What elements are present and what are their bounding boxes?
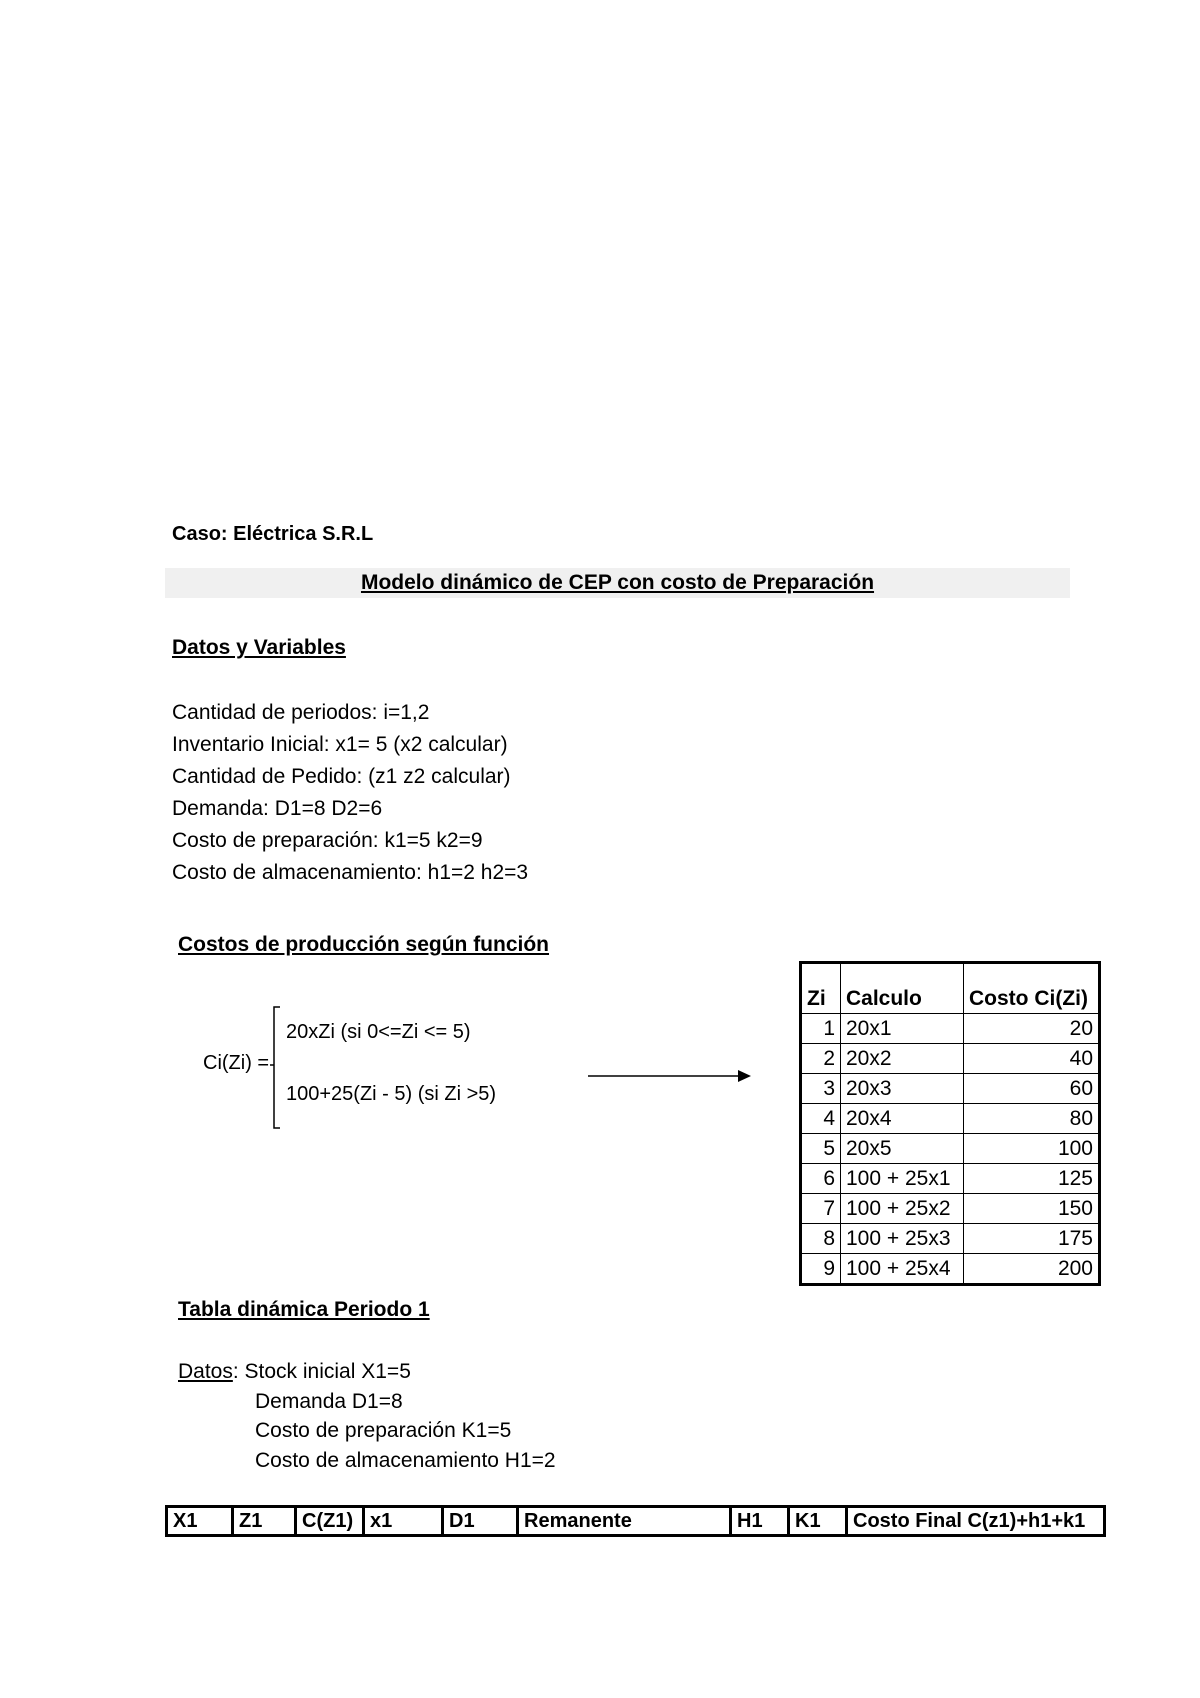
- data-line-initial-inventory: Inventario Inicial: x1= 5 (x2 calcular): [172, 733, 508, 756]
- cell-costo: 175: [964, 1224, 1100, 1254]
- header-remanente: Remanente: [518, 1507, 731, 1536]
- model-title: Modelo dinámico de CEP con costo de Preparación: [360, 571, 875, 594]
- cost-table-header-row: [801, 963, 1100, 1014]
- header-costo-final: Costo Final C(z1)+h1+k1: [847, 1507, 1105, 1536]
- period-1-data-label: Datos: [178, 1360, 233, 1383]
- period-1-demanda: Demanda D1=8: [255, 1389, 403, 1413]
- data-line-holding-cost: Costo de almacenamiento: h1=2 h2=3: [172, 861, 529, 884]
- period-1-table: [165, 1505, 1106, 1537]
- cell-calculo: 100 + 25x1: [841, 1164, 964, 1194]
- cell-costo: 150: [964, 1194, 1100, 1224]
- cell-costo: 100: [964, 1134, 1100, 1164]
- header-x1: X1: [167, 1507, 233, 1536]
- arrow-icon: [588, 1066, 753, 1086]
- cell-calculo: 20x1: [841, 1014, 964, 1044]
- cell-calculo: 100 + 25x4: [841, 1254, 964, 1285]
- table-row: [801, 1044, 1100, 1074]
- data-line-demand: Demanda: D1=8 D2=6: [172, 797, 383, 820]
- cell-costo: 60: [964, 1074, 1100, 1104]
- formula-case-1: 20xZi (si 0<=Zi <= 5): [286, 1021, 471, 1043]
- cell-zi: 7: [801, 1194, 841, 1224]
- cell-calculo: 20x3: [841, 1074, 964, 1104]
- header-z1: Z1: [233, 1507, 296, 1536]
- cell-zi: 8: [801, 1224, 841, 1254]
- cell-zi: 5: [801, 1134, 841, 1164]
- cost-table-header-zi: Zi: [801, 963, 841, 1014]
- header-x1-lower: x1: [364, 1507, 443, 1536]
- cell-zi: 1: [801, 1014, 841, 1044]
- table-row: [801, 1194, 1100, 1224]
- data-line-order-quantity: Cantidad de Pedido: (z1 z2 calcular): [172, 765, 511, 788]
- period-1-setup-cost: Costo de preparación K1=5: [255, 1419, 512, 1442]
- cell-zi: 2: [801, 1044, 841, 1074]
- cell-calculo: 20x4: [841, 1104, 964, 1134]
- table-row: [801, 1164, 1100, 1194]
- datos-variables-heading: Datos y Variables: [172, 636, 346, 659]
- case-title: Caso: Eléctrica S.R.L: [172, 523, 374, 545]
- period-1-table-heading: Tabla dinámica Periodo 1: [178, 1298, 430, 1321]
- cell-zi: 6: [801, 1164, 841, 1194]
- cell-costo: 200: [964, 1254, 1100, 1285]
- header-c-z1: C(Z1): [296, 1507, 364, 1536]
- table-row: [801, 1224, 1100, 1254]
- period-1-stock-inicial: : Stock inicial X1=5: [232, 1360, 411, 1383]
- period-1-data-first-line: [178, 1357, 556, 1387]
- cell-calculo: 100 + 25x2: [841, 1194, 964, 1224]
- data-line-periods: Cantidad de periodos: i=1,2: [172, 701, 430, 724]
- model-banner: [165, 568, 1070, 598]
- header-k1: K1: [789, 1507, 847, 1536]
- cell-costo: 20: [964, 1014, 1100, 1044]
- table-row: [801, 1014, 1100, 1044]
- header-h1: H1: [731, 1507, 789, 1536]
- cost-table-header-costo: Costo Ci(Zi): [964, 963, 1100, 1014]
- cell-zi: 4: [801, 1104, 841, 1134]
- header-d1: D1: [443, 1507, 518, 1536]
- cell-costo: 80: [964, 1104, 1100, 1134]
- table-row: [801, 1104, 1100, 1134]
- cell-costo: 125: [964, 1164, 1100, 1194]
- production-costs-heading: Costos de producción según función: [178, 933, 550, 956]
- period-1-holding-cost: Costo de almacenamiento H1=2: [255, 1448, 556, 1472]
- cell-costo: 40: [964, 1044, 1100, 1074]
- cost-table-header-calculo: Calculo: [841, 963, 964, 1014]
- table-row: [801, 1074, 1100, 1104]
- table-row: [801, 1134, 1100, 1164]
- cell-calculo: 100 + 25x3: [841, 1224, 964, 1254]
- cell-calculo: 20x2: [841, 1044, 964, 1074]
- table-row: [801, 1254, 1100, 1285]
- data-variables-list: [172, 697, 528, 889]
- cell-zi: 3: [801, 1074, 841, 1104]
- cell-calculo: 20x5: [841, 1134, 964, 1164]
- formula-case-2: 100+25(Zi - 5) (si Zi >5): [286, 1083, 497, 1105]
- period-1-data: [178, 1357, 556, 1475]
- formula-lhs: Ci(Zi) =: [203, 1052, 270, 1074]
- period-1-table-header-row: [167, 1507, 1105, 1536]
- cell-zi: 9: [801, 1254, 841, 1285]
- data-line-setup-cost: Costo de preparación: k1=5 k2=9: [172, 829, 483, 852]
- cost-table: [799, 961, 1101, 1286]
